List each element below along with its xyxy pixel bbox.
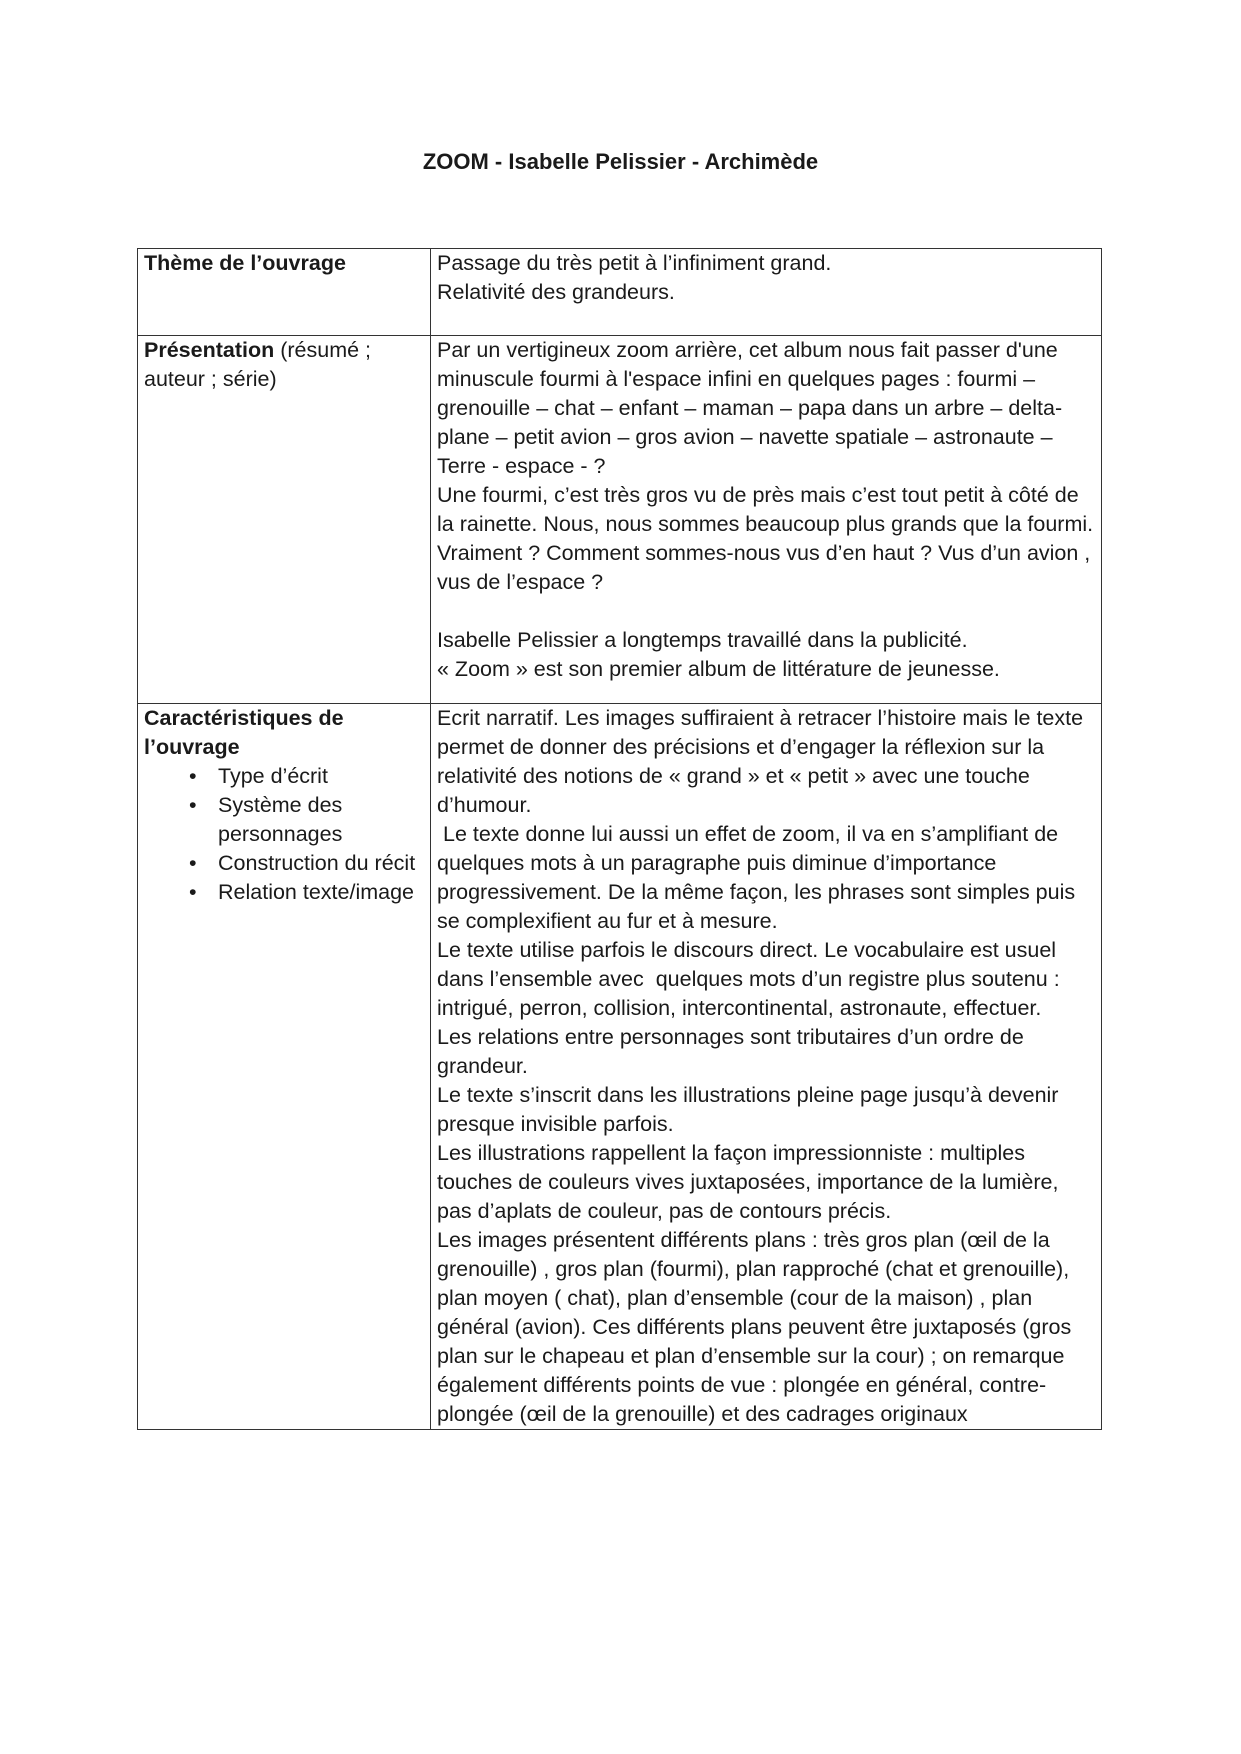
- caracteristiques-paragraph: Les illustrations rappellent la façon impressionniste : multiples touches de couleurs vives juxtaposées, importance de la lumière, pas d’aplats de couleur, pas de contours précis.: [437, 1141, 1065, 1223]
- presentation-content-cell: [431, 336, 1102, 704]
- table-row-theme: [138, 249, 1102, 336]
- theme-content-cell: [431, 249, 1102, 336]
- caracteristiques-paragraph: Les images présentent différents plans : très gros plan (œil de la grenouille) , gros plan (fourmi), plan rapproché (chat et grenouille), plan moyen ( chat), plan d’ensemble (cour de la maison) , plan général (avion). Ces différents plans peuvent être juxtaposés (gros plan sur le chapeau et plan d’ensemble sur la cour) ; on remarque également différents points de vue : plongée en général, contre-plongée (œil de la grenouille) et des cadrages originaux: [437, 1228, 1078, 1426]
- theme-line: Passage du très petit à l’infiniment grand.: [437, 251, 832, 275]
- presentation-label: Présentation: [144, 338, 275, 362]
- theme-label: Thème de l’ouvrage: [144, 251, 346, 275]
- caracteristiques-bullet-list: [144, 762, 424, 907]
- list-item: • Type d’écrit: [144, 762, 424, 791]
- caracteristiques-paragraph: Le texte utilise parfois le discours direct. Le vocabulaire est usuel dans l’ensemble avec quelques mots d’un registre plus soutenu : intrigué, perron, collision, intercontinental, astronaute, effectuer.: [437, 938, 1066, 1020]
- caracteristiques-paragraph: Le texte donne lui aussi un effet de zoom, il va en s’amplifiant de quelques mots à un paragraphe puis diminue d’importance progressivement. De la même façon, les phrases sont simples puis se complexifient au fur et à mesure.: [437, 822, 1082, 933]
- presentation-paragraph: Isabelle Pelissier a longtemps travaillé dans la publicité.: [437, 628, 968, 652]
- caracteristiques-paragraph: Les relations entre personnages sont tributaires d’un ordre de grandeur.: [437, 1025, 1030, 1078]
- caracteristiques-paragraph: Ecrit narratif. Les images suffiraient à retracer l’histoire mais le texte permet de donner des précisions et d’engager la réflexion sur la relativité des notions de « grand » et « petit » avec une touche d’humour.: [437, 706, 1090, 817]
- caracteristiques-label: Caractéristiques de l’ouvrage: [144, 706, 344, 759]
- book-info-table: [137, 248, 1102, 1430]
- theme-line: Relativité des grandeurs.: [437, 280, 675, 304]
- caracteristiques-paragraph: Le texte s’inscrit dans les illustrations pleine page jusqu’à devenir presque invisible parfois.: [437, 1083, 1065, 1136]
- presentation-label-cell: [138, 336, 431, 704]
- page-title: ZOOM - Isabelle Pelissier - Archimède: [422, 149, 819, 174]
- presentation-paragraph: Une fourmi, c’est très gros vu de près mais c’est tout petit à côté de la rainette. Nous, nous sommes beaucoup plus grands que la fourmi. Vraiment ? Comment sommes-nous vus d’en haut ? Vus d’un avion , vus de l’espace ?: [437, 483, 1100, 594]
- list-item: • Système des personnages: [144, 791, 424, 849]
- list-item: • Construction du récit: [144, 849, 424, 878]
- presentation-paragraph: « Zoom » est son premier album de littérature de jeunesse.: [437, 657, 1000, 681]
- table-row-presentation: [138, 336, 1102, 704]
- theme-label-cell: [138, 249, 431, 336]
- presentation-paragraph: Par un vertigineux zoom arrière, cet album nous fait passer d'une minuscule fourmi à l'espace infini en quelques pages : fourmi – grenouille – chat – enfant – maman – papa dans un arbre – delta-plane – petit avion – gros avion – navette spatiale – astronaute – Terre - espace - ?: [437, 338, 1064, 478]
- caracteristiques-content-cell: [431, 704, 1102, 1430]
- table-row-caracteristiques: [138, 704, 1102, 1430]
- caracteristiques-label-cell: [138, 704, 431, 1430]
- list-item: • Relation texte/image: [144, 878, 424, 907]
- presentation-label-detail: (résumé ; auteur ; série): [144, 338, 372, 391]
